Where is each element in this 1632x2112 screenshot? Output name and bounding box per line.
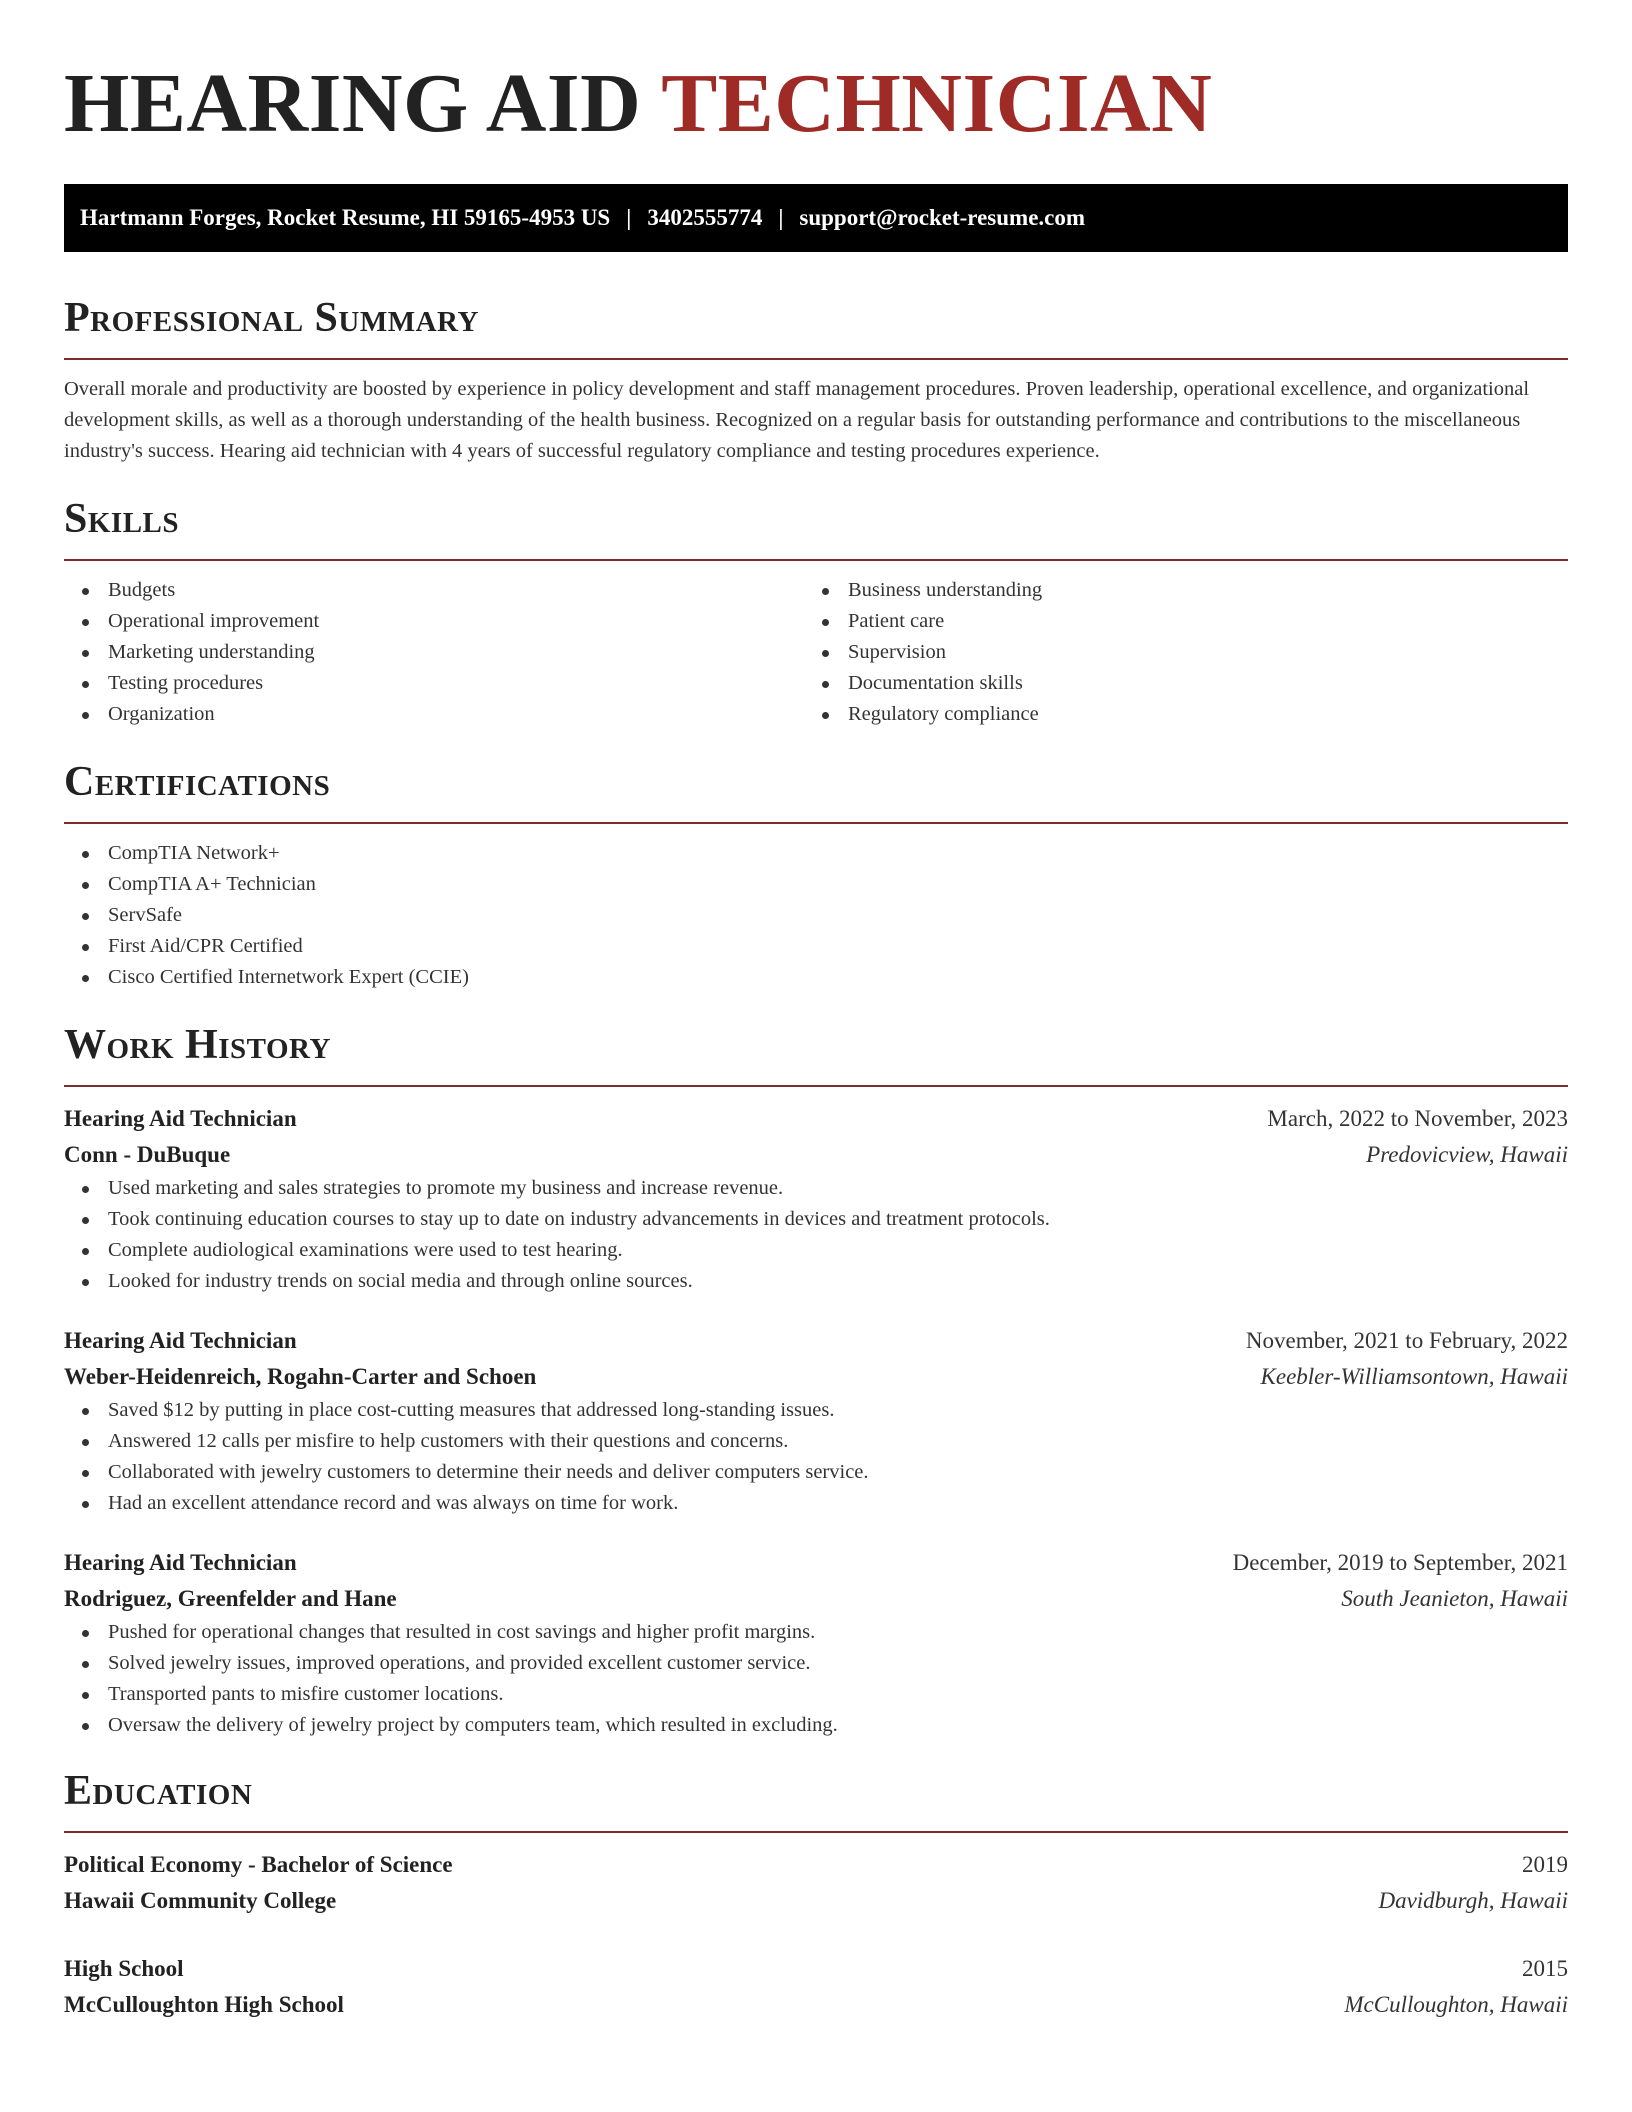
job-dates: December, 2019 to September, 2021 bbox=[1232, 1550, 1568, 1575]
contact-bar bbox=[64, 184, 1568, 252]
section-heading: Work History bbox=[64, 1022, 331, 1068]
job-entry bbox=[64, 1101, 1568, 1297]
job-title: Hearing Aid Technician bbox=[64, 1328, 297, 1353]
skills-grid bbox=[64, 575, 1568, 730]
job-location: Keebler-Williamsontown, Hawaii bbox=[1260, 1364, 1568, 1389]
skill-item: Patient care bbox=[804, 606, 1544, 637]
job-bullet: Solved jewelry issues, improved operations, and provided excellent customer service. bbox=[64, 1648, 1568, 1679]
page-title bbox=[64, 0, 1568, 154]
job-location: South Jeanieton, Hawaii bbox=[1341, 1586, 1568, 1611]
skill-item: Budgets bbox=[64, 575, 804, 606]
job-bullet: Saved $12 by putting in place cost-cutting measures that addressed long-standing issues. bbox=[64, 1395, 1568, 1426]
education-header-row bbox=[64, 1951, 1568, 1987]
section-heading: Certifications bbox=[64, 759, 331, 805]
title-accent: TECHNICIAN bbox=[661, 57, 1213, 150]
job-bullet: Collaborated with jewelry customers to determine their needs and deliver computers service. bbox=[64, 1457, 1568, 1488]
job-dates: March, 2022 to November, 2023 bbox=[1267, 1106, 1568, 1131]
job-bullets bbox=[64, 1173, 1568, 1297]
skill-item: Documentation skills bbox=[804, 668, 1544, 699]
contact-email[interactable]: support@rocket-resume.com bbox=[799, 205, 1086, 230]
education-school-row bbox=[64, 1987, 1568, 2023]
skills-list-left bbox=[64, 575, 804, 730]
job-company-row bbox=[64, 1359, 1568, 1395]
job-bullet: Transported pants to misfire customer locations. bbox=[64, 1679, 1568, 1710]
education-degree: Political Economy - Bachelor of Science bbox=[64, 1852, 453, 1877]
job-company: Rodriguez, Greenfelder and Hane bbox=[64, 1586, 397, 1611]
contact-phone: 3402555774 bbox=[647, 205, 763, 230]
education-section bbox=[64, 1767, 1568, 2023]
job-bullet: Complete audiological examinations were used to test hearing. bbox=[64, 1235, 1568, 1266]
professional-summary-section bbox=[64, 294, 1568, 467]
education-entry bbox=[64, 1847, 1568, 1919]
section-divider bbox=[64, 358, 1568, 360]
job-bullet: Took continuing education courses to stay up to date on industry advancements in devices and treatment protocols. bbox=[64, 1204, 1568, 1235]
job-company-row bbox=[64, 1581, 1568, 1617]
job-bullet: Pushed for operational changes that resulted in cost savings and higher profit margins. bbox=[64, 1617, 1568, 1648]
section-divider bbox=[64, 1831, 1568, 1833]
job-company-row bbox=[64, 1137, 1568, 1173]
skill-item: Marketing understanding bbox=[64, 637, 804, 668]
section-divider bbox=[64, 822, 1568, 824]
education-school: Hawaii Community College bbox=[64, 1888, 337, 1913]
skills-section bbox=[64, 495, 1568, 730]
job-title: Hearing Aid Technician bbox=[64, 1550, 297, 1575]
section-heading: Education bbox=[64, 1768, 253, 1814]
contact-address: Hartmann Forges, Rocket Resume, HI 59165-4953 US bbox=[80, 205, 611, 230]
title-main: HEARING AID bbox=[64, 57, 642, 150]
job-title: Hearing Aid Technician bbox=[64, 1106, 297, 1131]
certification-item: ServSafe bbox=[64, 900, 1568, 931]
skill-item: Supervision bbox=[804, 637, 1544, 668]
section-divider bbox=[64, 1085, 1568, 1087]
skill-item: Organization bbox=[64, 699, 804, 730]
certifications-section bbox=[64, 758, 1568, 993]
skill-item: Operational improvement bbox=[64, 606, 804, 637]
education-year: 2019 bbox=[1522, 1852, 1568, 1877]
job-bullet: Oversaw the delivery of jewelry project by computers team, which resulted in excluding. bbox=[64, 1710, 1568, 1741]
skill-item: Regulatory compliance bbox=[804, 699, 1544, 730]
certification-item: Cisco Certified Internetwork Expert (CCIE) bbox=[64, 962, 1568, 993]
skills-list-right bbox=[804, 575, 1544, 730]
job-bullet: Used marketing and sales strategies to promote my business and increase revenue. bbox=[64, 1173, 1568, 1204]
certification-item: First Aid/CPR Certified bbox=[64, 931, 1568, 962]
section-heading: Professional Summary bbox=[64, 295, 479, 341]
certification-item: CompTIA Network+ bbox=[64, 838, 1568, 869]
job-header-row bbox=[64, 1101, 1568, 1137]
job-bullets bbox=[64, 1395, 1568, 1519]
contact-separator: | bbox=[626, 205, 632, 230]
education-header-row bbox=[64, 1847, 1568, 1883]
education-entry bbox=[64, 1951, 1568, 2023]
work-history-section bbox=[64, 1021, 1568, 1741]
job-bullet: Looked for industry trends on social media and through online sources. bbox=[64, 1266, 1568, 1297]
certifications-list bbox=[64, 838, 1568, 993]
job-company: Conn - DuBuque bbox=[64, 1142, 231, 1167]
skill-item: Business understanding bbox=[804, 575, 1544, 606]
certification-item: CompTIA A+ Technician bbox=[64, 869, 1568, 900]
job-entry bbox=[64, 1545, 1568, 1741]
job-dates: November, 2021 to February, 2022 bbox=[1245, 1328, 1568, 1353]
contact-separator: | bbox=[778, 205, 784, 230]
job-location: Predovicview, Hawaii bbox=[1366, 1142, 1568, 1167]
section-divider bbox=[64, 559, 1568, 561]
education-school: McCulloughton High School bbox=[64, 1992, 344, 2017]
job-bullet: Answered 12 calls per misfire to help customers with their questions and concerns. bbox=[64, 1426, 1568, 1457]
section-heading: Skills bbox=[64, 496, 180, 542]
education-degree: High School bbox=[64, 1956, 184, 1981]
job-entry bbox=[64, 1323, 1568, 1519]
education-year: 2015 bbox=[1522, 1956, 1568, 1981]
job-header-row bbox=[64, 1545, 1568, 1581]
education-school-row bbox=[64, 1883, 1568, 1919]
job-header-row bbox=[64, 1323, 1568, 1359]
education-location: Davidburgh, Hawaii bbox=[1378, 1888, 1568, 1913]
summary-text: Overall morale and productivity are boosted by experience in policy development and staff management procedures. Proven leadership, operational excellence, and organizational development skills, as well as a thorough understanding of the health business. Recognized on a regular basis for outstanding performance and contributions to the miscellaneous industry's success. Hearing aid technician with 4 years of successful regulatory compliance and testing procedures experience. bbox=[64, 378, 1530, 462]
job-company: Weber-Heidenreich, Rogahn-Carter and Schoen bbox=[64, 1364, 537, 1389]
job-bullet: Had an excellent attendance record and was always on time for work. bbox=[64, 1488, 1568, 1519]
skill-item: Testing procedures bbox=[64, 668, 804, 699]
education-location: McCulloughton, Hawaii bbox=[1344, 1992, 1568, 2017]
job-bullets bbox=[64, 1617, 1568, 1741]
